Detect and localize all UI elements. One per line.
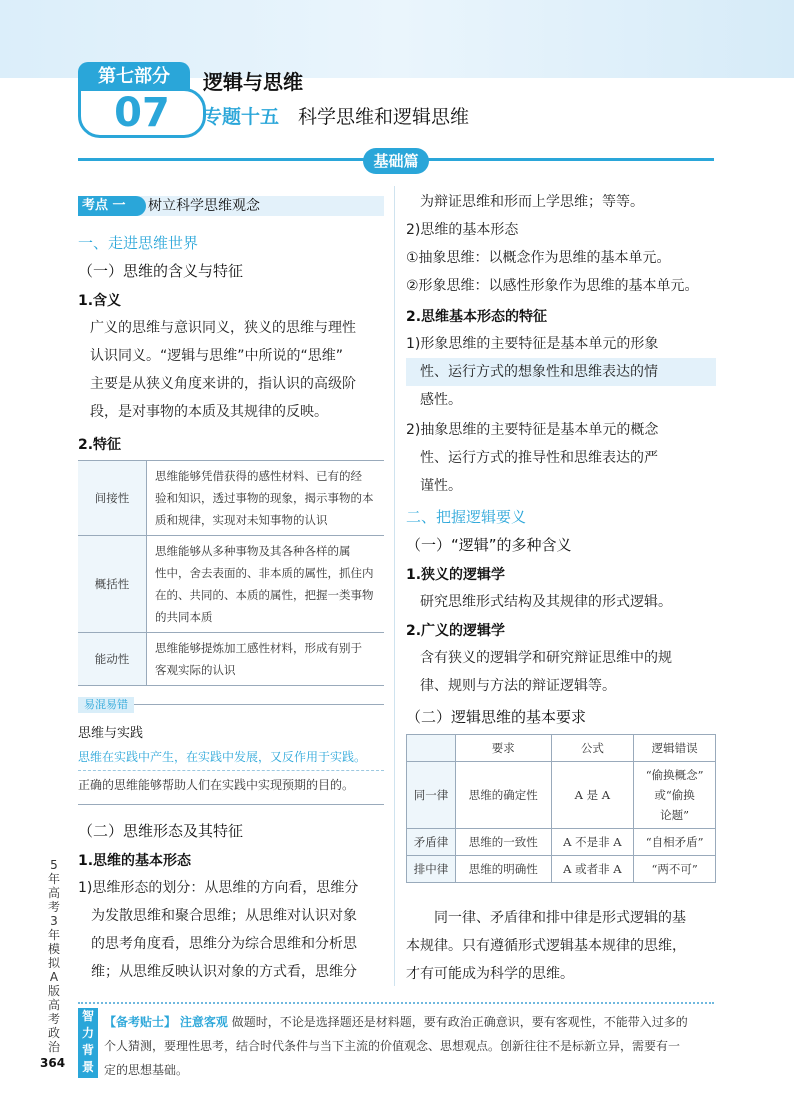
law-error: “自相矛盾” <box>634 829 716 856</box>
kaodian-label-text: 考点 <box>82 198 109 213</box>
feature-desc-line: 的共同本质 <box>155 610 213 624</box>
law-requirement: 思维的确定性 <box>456 762 552 829</box>
tip-text: 做题时，不论是选择题还是材料题，要有政治正确意识，要有客观性，不能带入过多的 <box>231 1015 688 1029</box>
feature-line: 性、运行方式的想象性和思维表达的情 <box>406 358 716 386</box>
table-row <box>407 829 716 856</box>
law-name: 排中律 <box>407 856 456 883</box>
law-name: 矛盾律 <box>407 829 456 856</box>
feature-desc-line: 性中，舍去表面的、非本质的属性，抓住内 <box>155 566 374 580</box>
broad-line: 含有狭义的逻辑学和研究辩证思维中的规 <box>420 650 672 666</box>
zhili-badge: 智力背景 <box>78 1008 98 1078</box>
law-error-line: “偷换概念” <box>645 768 704 782</box>
feature-desc-line: 思维能够凭借获得的感性材料、已有的经 <box>155 469 362 483</box>
kaodian-label <box>78 196 146 216</box>
feature-desc <box>147 461 385 536</box>
tip-line: 个人猜测，要理性思考，结合时代条件与当下主流的价值观念、思想观点。创新往往不是标新立异，需要有一 <box>104 1039 681 1053</box>
table-header-cell: 要求 <box>456 735 552 762</box>
table-header-cell: 公式 <box>551 735 634 762</box>
abstract-thinking: ①抽象思维：以概念作为思维的基本单元。 <box>406 250 671 266</box>
heading-subsection-1-1: （一）思维的含义与特征 <box>78 262 244 280</box>
feature-line: 性、运行方式的推导性和思维表达的严 <box>420 450 658 466</box>
heading-section-2: 二、把握逻辑要义 <box>406 508 527 526</box>
part-title: 逻辑与思维 <box>203 70 303 94</box>
feature-line <box>406 330 716 358</box>
table-row <box>78 536 384 633</box>
table-header-cell: 逻辑错误 <box>634 735 716 762</box>
part-tag: 第七部分 <box>78 62 190 94</box>
heading-subsection-2-2: （二）逻辑思维的基本要求 <box>406 708 587 726</box>
summary-line: 同一律、矛盾律和排中律是形式逻辑的基 <box>434 910 686 926</box>
law-error <box>634 762 716 829</box>
yihun-top-line <box>134 704 384 705</box>
feature-desc-line: 在的、共同的、本质的属性，把握一类事物 <box>155 588 374 602</box>
heading-subsection-1-2: （二）思维形态及其特征 <box>78 822 244 840</box>
feature-desc-line: 客观实际的认识 <box>155 663 236 677</box>
table-row <box>407 762 716 829</box>
topic-title: 科学思维和逻辑思维 <box>298 106 470 128</box>
page-number: 364 <box>40 1056 66 1070</box>
heading-meaning: 1.含义 <box>78 293 122 309</box>
feature-key: 能动性 <box>78 633 147 686</box>
heading-forms-features: 2.思维基本形态的特征 <box>406 309 548 325</box>
forms-line: 为发散思维和聚合思维；从思维对认识对象 <box>91 908 357 924</box>
feature-desc-line: 思维能够从多种事物及其各种各样的属 <box>155 544 351 558</box>
footer-divider <box>78 1002 714 1004</box>
summary-paragraph <box>406 904 716 988</box>
feature-line-text: 1)形象思维的主要特征是基本单元的形象 <box>406 336 659 352</box>
summary-line: 本规律。只有遵循形式逻辑基本规律的思维， <box>406 938 686 954</box>
heading-broad-logic: 2.广义的逻辑学 <box>406 623 506 639</box>
feature-desc <box>147 536 385 633</box>
feature-desc-line: 思维能够提炼加工感性材料，形成有别于 <box>155 641 362 655</box>
meaning-line: 广义的思维与意识同义，狭义的思维与理性 <box>90 320 356 336</box>
heading-section-1: 一、走进思维世界 <box>78 234 199 252</box>
law-error: “两不可” <box>634 856 716 883</box>
features-table <box>78 460 384 686</box>
abstract-thinking-features <box>406 416 716 500</box>
feature-line: 谨性。 <box>420 478 462 494</box>
feature-line: 感性。 <box>420 392 462 408</box>
topic-number: 专题十五 <box>203 106 280 128</box>
broad-line: 律、规则与方法的辩证逻辑等。 <box>420 678 616 694</box>
side-label: 5年高考3年模拟A版高考政治 <box>47 858 60 1054</box>
tip-label: 【备考贴士】 <box>104 1015 177 1029</box>
law-name: 同一律 <box>407 762 456 829</box>
summary-line: 才有可能成为科学的思维。 <box>406 966 574 982</box>
yihun-bottom-line <box>78 804 384 805</box>
table-row <box>78 633 384 686</box>
meaning-paragraph <box>90 314 386 426</box>
heading-forms: 1.思维的基本形态 <box>78 853 192 869</box>
broad-logic-text <box>420 644 716 700</box>
law-error-line: 论题” <box>660 808 690 822</box>
feature-key: 概括性 <box>78 536 147 633</box>
table-header-cell <box>407 735 456 762</box>
footer-tip <box>104 1010 716 1082</box>
continued-line: 为辩证思维和形而上学思维；等等。 <box>420 194 644 210</box>
tip-title: 注意客观 <box>179 1015 228 1029</box>
kaodian-title: 树立科学思维观念 <box>148 198 260 214</box>
law-error-line: 或“偷换 <box>654 788 695 802</box>
forms-heading-2: 2)思维的基本形态 <box>406 222 519 238</box>
part-number: 07 <box>78 88 206 138</box>
image-thinking: ②形象思维：以感性形象作为思维的基本单元。 <box>406 278 699 294</box>
feature-desc-line: 质和规律，实现对未知事物的认识 <box>155 513 328 527</box>
heading-narrow-logic: 1.狭义的逻辑学 <box>406 567 506 583</box>
law-formula: A 是 A <box>551 762 634 829</box>
section-badge: 基础篇 <box>363 148 429 174</box>
tip-line <box>104 1010 716 1034</box>
forms-line: 的思考角度看，思维分为综合思维和分析思 <box>91 936 357 952</box>
meaning-line: 主要是从狭义角度来讲的，指认识的高级阶 <box>90 376 356 392</box>
forms-line: 1)思维形态的划分：从思维的方向看，思维分 <box>78 880 359 896</box>
heading-subsection-2-1: （一）“逻辑”的多种含义 <box>406 536 572 554</box>
heading-features: 2.特征 <box>78 437 122 453</box>
yihun-dash <box>78 770 384 771</box>
forms-paragraph <box>78 874 388 986</box>
image-thinking-features <box>406 330 716 414</box>
law-formula: A 不是非 A <box>551 829 634 856</box>
yihun-line-1: 思维在实践中产生，在实践中发展，又反作用于实践。 <box>78 750 367 764</box>
forms-line: 维；从思维反映认识对象的方式看，思维分 <box>91 964 357 980</box>
kaodian-number: 一 <box>112 198 126 213</box>
yihun-line-2: 正确的思维能够帮助人们在实践中实现预期的目的。 <box>78 778 355 792</box>
meaning-line: 认识同义。“逻辑与思维”中所说的“思维” <box>90 348 344 364</box>
narrow-logic-text: 研究思维形式结构及其规律的形式逻辑。 <box>420 594 672 610</box>
feature-desc <box>147 633 385 686</box>
tip-line: 定的思想基础。 <box>104 1063 189 1077</box>
yihun-tag: 易混易错 <box>78 697 134 713</box>
law-requirement: 思维的一致性 <box>456 829 552 856</box>
column-divider <box>394 186 395 986</box>
logic-table <box>406 734 716 883</box>
meaning-line: 段，是对事物的本质及其规律的反映。 <box>90 404 328 420</box>
table-row <box>407 856 716 883</box>
law-requirement: 思维的明确性 <box>456 856 552 883</box>
feature-line: 2)抽象思维的主要特征是基本单元的概念 <box>406 422 659 438</box>
yihun-title: 思维与实践 <box>78 726 144 741</box>
feature-desc-line: 验和知识，透过事物的现象，揭示事物的本 <box>155 491 374 505</box>
table-header-row <box>407 735 716 762</box>
law-formula: A 或者非 A <box>551 856 634 883</box>
table-row <box>78 461 384 536</box>
feature-key: 间接性 <box>78 461 147 536</box>
